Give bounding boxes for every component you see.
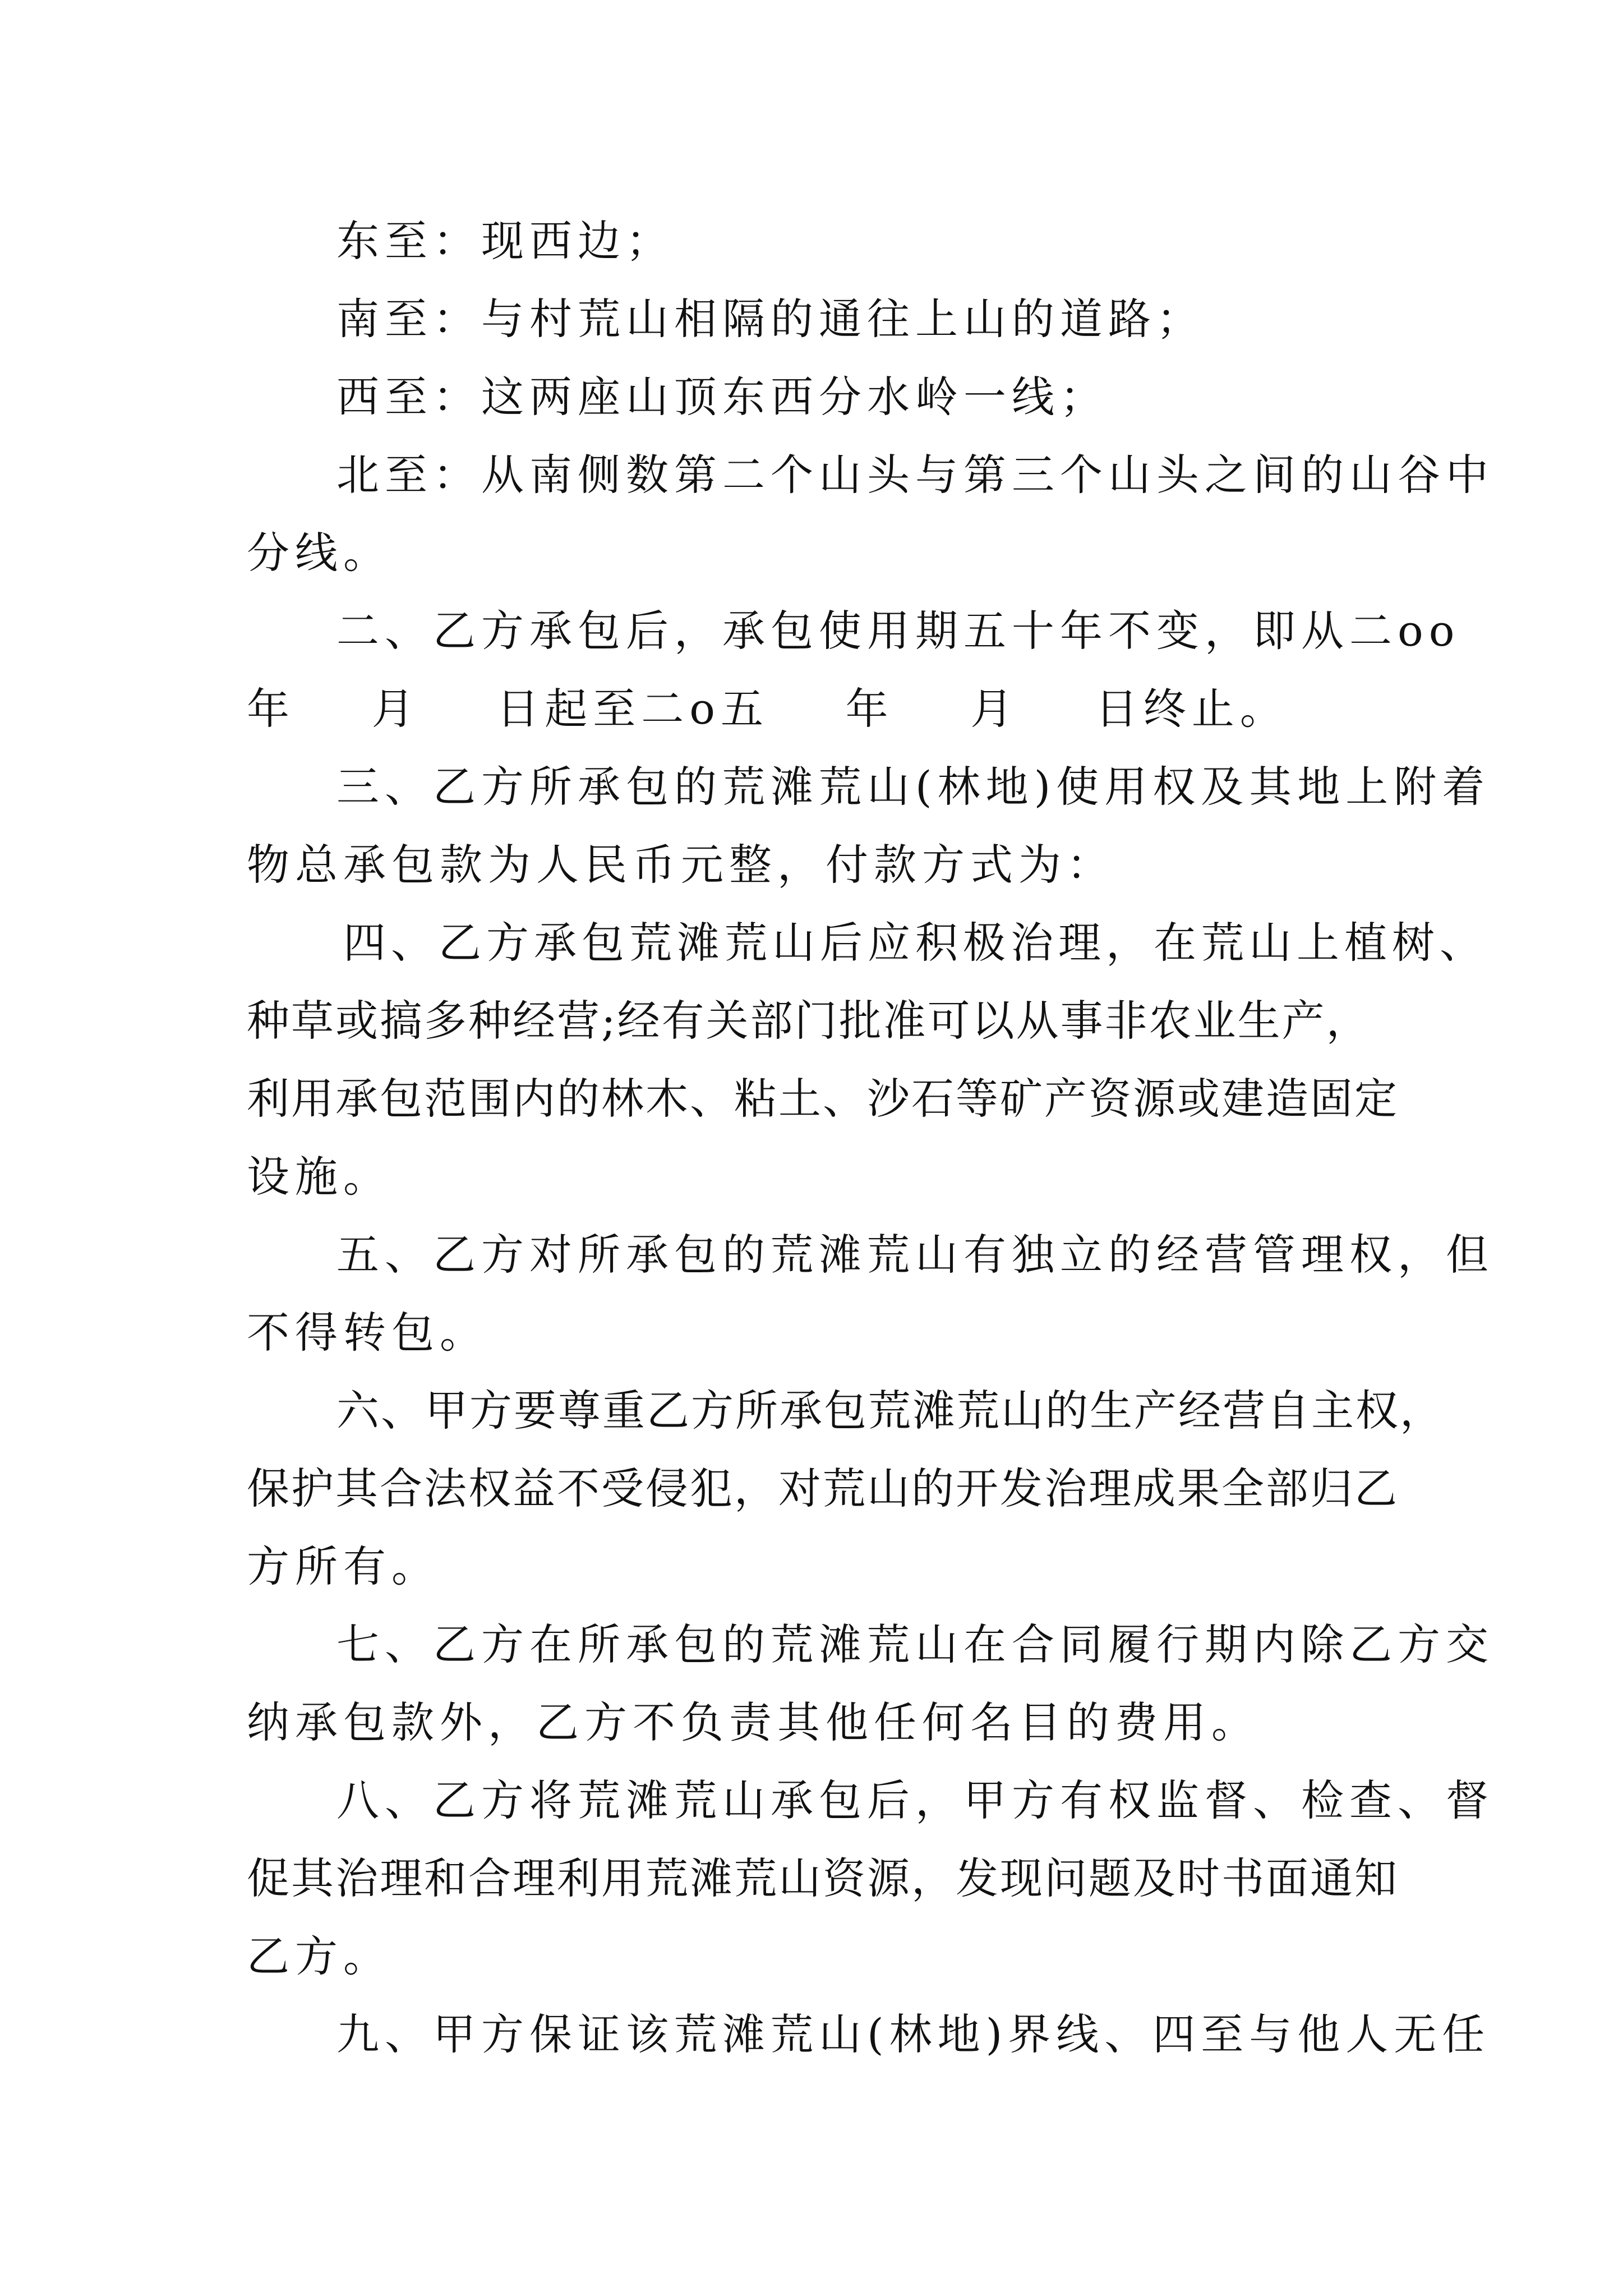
text-line: 七、乙方在所承包的荒滩荒山在合同履行期内除乙方交	[336, 1619, 1494, 1669]
text-line: 设施。	[247, 1152, 391, 1202]
text-line: 分线。	[247, 528, 391, 578]
text-line: 九、甲方保证该荒滩荒山(林地)界线、四至与他人无任	[336, 2009, 1491, 2059]
text-line: 三、乙方所承包的荒滩荒山(林地)使用权及其地上附着	[336, 762, 1491, 812]
text-line: 八、乙方将荒滩荒山承包后，甲方有权监督、检查、督	[336, 1775, 1494, 1825]
text-line: 五、乙方对所承包的荒滩荒山有独立的经营管理权，但	[336, 1230, 1494, 1280]
text-line: 方所有。	[247, 1542, 440, 1591]
text-line: 二、乙方承包后，承包使用期五十年不变，即从二oo	[336, 606, 1460, 656]
text-line: 北至：从南侧数第二个山头与第三个山头之间的山谷中	[336, 450, 1494, 500]
text-line: 年 月 日起至二o五 年 月 日终止。	[247, 684, 1288, 734]
text-line: 保护其合法权益不受侵犯，对荒山的开发治理成果全部归乙	[247, 1464, 1399, 1513]
text-line: 促其治理和合理利用荒滩荒山资源，发现问题及时书面通知	[247, 1853, 1399, 1903]
text-line: 乙方。	[247, 1931, 391, 1981]
text-line: 纳承包款外，乙方不负责其他任何名目的费用。	[247, 1697, 1260, 1747]
text-line: 利用承包范围内的林木、粘土、沙石等矿产资源或建造固定	[247, 1074, 1399, 1124]
text-line: 六、甲方要尊重乙方所承包荒滩荒山的生产经营自主权，	[336, 1386, 1444, 1435]
text-line: 四、乙方承包荒滩荒山后应积极治理，在荒山上植树、	[343, 918, 1487, 968]
text-line: 不得转包。	[247, 1308, 488, 1358]
text-line: 种草或搞多种经营;经有关部门批准可以从事非农业生产，	[247, 996, 1371, 1046]
text-line: 物总承包款为人民币元整，付款方式为：	[247, 840, 1115, 890]
text-line: 南至：与村荒山相隔的通往上山的道路；	[336, 294, 1205, 344]
text-line: 西至：这两座山顶东西分水岭一线；	[336, 372, 1108, 422]
text-line: 东至：现西边；	[336, 216, 674, 266]
